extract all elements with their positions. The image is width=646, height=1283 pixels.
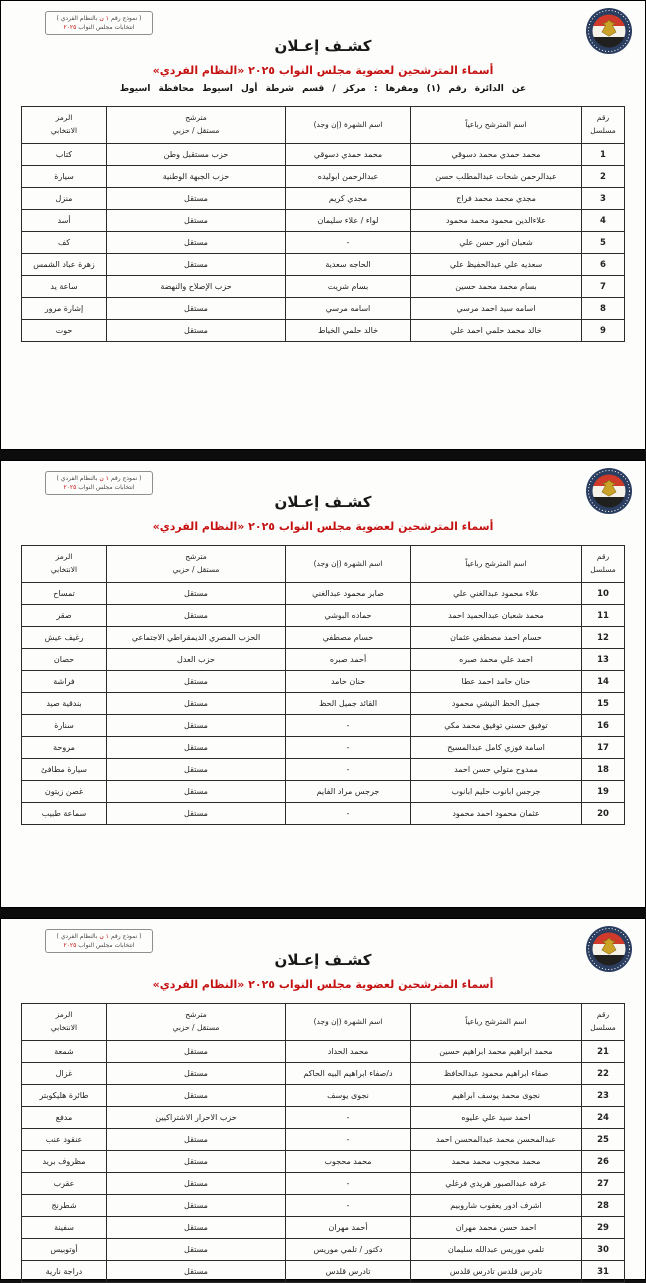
- candidate-party: مستقل: [107, 715, 286, 737]
- candidate-symbol: ساعة يد: [22, 276, 107, 298]
- candidate-serial: 12: [582, 627, 625, 649]
- candidate-shahra: حنان حامد: [286, 671, 411, 693]
- candidate-serial: 8: [582, 298, 625, 320]
- col-header-name: اسم المترشح رباعياً: [411, 1004, 582, 1041]
- col-header-symbol: الرمز الانتخابي: [22, 546, 107, 583]
- candidate-shahra: -: [286, 1195, 411, 1217]
- candidate-symbol: أسد: [22, 210, 107, 232]
- candidate-row: [22, 1151, 625, 1173]
- candidate-row: [22, 1217, 625, 1239]
- candidate-serial: 23: [582, 1085, 625, 1107]
- candidate-name: صفاء ابراهيم محمود عبدالحافظ: [411, 1063, 582, 1085]
- candidate-name: اشرف ادور يعقوب شاروبيم: [411, 1195, 582, 1217]
- candidate-name: بسام محمد محمد حسين: [411, 276, 582, 298]
- candidate-shahra: تادرس قلدس: [286, 1261, 411, 1283]
- candidate-party: حزب مستقبل وطن: [107, 144, 286, 166]
- candidate-party: الحزب المصري الديمقراطي الاجتماعي: [107, 627, 286, 649]
- candidate-symbol: سيارة: [22, 166, 107, 188]
- candidate-party: مستقل: [107, 759, 286, 781]
- candidate-name: عرفه عبدالصبور هريدي فرغلي: [411, 1173, 582, 1195]
- col-header-party: مترشح مستقل / حزبي: [107, 546, 286, 583]
- candidate-shahra: محمد الحداد: [286, 1041, 411, 1063]
- announcement-page-3: [0, 918, 646, 1280]
- candidate-name: اسامة فوزي كامل عبدالمسيح: [411, 737, 582, 759]
- col-header-symbol: الرمز الانتخابي: [22, 107, 107, 144]
- candidate-serial: 24: [582, 1107, 625, 1129]
- candidate-row: [22, 781, 625, 803]
- candidate-shahra: خالد حلمي الخياط: [286, 320, 411, 342]
- page-gap: [0, 450, 646, 460]
- candidate-shahra: القائد جميل الحظ: [286, 693, 411, 715]
- candidate-name: تادرس قلدس تادرس قلدس: [411, 1261, 582, 1283]
- candidate-serial: 9: [582, 320, 625, 342]
- candidate-serial: 10: [582, 583, 625, 605]
- candidate-name: اسامه سيد احمد مرسي: [411, 298, 582, 320]
- district-line: عن الدائرة رقم (١) ومقرها : مركز / قسم شرطة أول اسيوط محافظة اسيوط: [119, 84, 527, 94]
- candidate-party: مستقل: [107, 1195, 286, 1217]
- candidate-name: خالد محمد حلمي احمد علي: [411, 320, 582, 342]
- candidate-row: [22, 254, 625, 276]
- candidate-shahra: أحمد مهران: [286, 1217, 411, 1239]
- candidate-row: [22, 671, 625, 693]
- col-header-party: مترشح مستقل / حزبي: [107, 1004, 286, 1041]
- candidate-party: مستقل: [107, 671, 286, 693]
- candidate-name: تلمي موريس عبدالله سليمان: [411, 1239, 582, 1261]
- candidate-name: نجوى محمد يوسف ابراهيم: [411, 1085, 582, 1107]
- table-header-row: [22, 1004, 625, 1041]
- page-subtitle: أسماء المترشحين لعضوية مجلس النواب ٢٠٢٥ «النظام الفردي»: [152, 978, 494, 991]
- candidate-name: احمد سيد علي عليوه: [411, 1107, 582, 1129]
- candidate-name: عثمان محمود احمد محمود: [411, 803, 582, 825]
- col-header-name: اسم المترشح رباعياً: [411, 107, 582, 144]
- candidate-symbol: إشارة مرور: [22, 298, 107, 320]
- candidate-shahra: -: [286, 803, 411, 825]
- candidate-symbol: كف: [22, 232, 107, 254]
- col-header-serial: رقم مسلسل: [582, 546, 625, 583]
- candidate-name: جميل الحظ النيشي محمود: [411, 693, 582, 715]
- candidate-serial: 7: [582, 276, 625, 298]
- candidate-name: احمد حسن محمد مهران: [411, 1217, 582, 1239]
- candidate-serial: 22: [582, 1063, 625, 1085]
- candidate-serial: 21: [582, 1041, 625, 1063]
- candidate-row: [22, 1239, 625, 1261]
- candidate-party: مستقل: [107, 320, 286, 342]
- candidate-party: مستقل: [107, 1217, 286, 1239]
- candidate-symbol: تمساح: [22, 583, 107, 605]
- candidate-serial: 16: [582, 715, 625, 737]
- candidate-row: [22, 298, 625, 320]
- candidate-shahra: بسام شريت: [286, 276, 411, 298]
- form-box-line2: انتخابات مجلس النواب ٢٠٢٥: [63, 484, 135, 491]
- candidate-shahra: أحمد صبره: [286, 649, 411, 671]
- candidate-shahra: حماده البوشي: [286, 605, 411, 627]
- candidate-serial: 27: [582, 1173, 625, 1195]
- candidate-name: علاء محمود عبدالغني علي: [411, 583, 582, 605]
- candidate-party: مستقل: [107, 1151, 286, 1173]
- page-title: كشـف إعـلان: [274, 493, 372, 511]
- form-box-line2: انتخابات مجلس النواب ٢٠٢٥: [63, 942, 135, 949]
- form-box-line1: ( نموذج رقم ١ ن بالنظام الفردي ): [56, 15, 142, 22]
- candidate-shahra: محمد محجوب: [286, 1151, 411, 1173]
- candidate-shahra: الحاجه سعدية: [286, 254, 411, 276]
- candidate-symbol: أوتوبيس: [22, 1239, 107, 1261]
- candidate-serial: 3: [582, 188, 625, 210]
- candidate-row: [22, 144, 625, 166]
- announcement-page-1: [0, 0, 646, 450]
- candidate-party: مستقل: [107, 1129, 286, 1151]
- candidate-shahra: دكتور / تلمي موريس: [286, 1239, 411, 1261]
- candidate-symbol: مظروف بريد: [22, 1151, 107, 1173]
- candidates-table-1: [21, 106, 625, 342]
- candidate-party: حزب الإصلاح والنهضة: [107, 276, 286, 298]
- candidate-symbol: صقر: [22, 605, 107, 627]
- candidate-shahra: اسامه مرسي: [286, 298, 411, 320]
- candidate-serial: 13: [582, 649, 625, 671]
- candidate-row: [22, 803, 625, 825]
- table-header-row: [22, 546, 625, 583]
- candidate-shahra: محمد حمدي دسوقي: [286, 144, 411, 166]
- candidate-serial: 28: [582, 1195, 625, 1217]
- candidate-symbol: مدفع: [22, 1107, 107, 1129]
- candidate-name: حنان حامد احمد عطا: [411, 671, 582, 693]
- candidate-symbol: سماعة طبيب: [22, 803, 107, 825]
- candidate-serial: 17: [582, 737, 625, 759]
- candidate-row: [22, 188, 625, 210]
- candidate-symbol: كتاب: [22, 144, 107, 166]
- candidate-serial: 15: [582, 693, 625, 715]
- candidate-party: مستقل: [107, 693, 286, 715]
- candidate-row: [22, 232, 625, 254]
- candidate-party: مستقل: [107, 188, 286, 210]
- candidate-party: مستقل: [107, 210, 286, 232]
- candidate-row: [22, 715, 625, 737]
- col-header-shahra: اسم الشهرة (إن وجد): [286, 1004, 411, 1041]
- announcement-page-2: [0, 460, 646, 908]
- candidate-name: عبدالرحمن شحات عبدالمطلب حسن: [411, 166, 582, 188]
- candidate-symbol: شمعة: [22, 1041, 107, 1063]
- candidate-name: محمد ابراهيم محمد ابراهيم حسين: [411, 1041, 582, 1063]
- page-subtitle: أسماء المترشحين لعضوية مجلس النواب ٢٠٢٥ «النظام الفردي»: [152, 520, 494, 533]
- col-header-serial: رقم مسلسل: [582, 107, 625, 144]
- candidate-shahra: لواء / علاء سليمان: [286, 210, 411, 232]
- candidate-party: مستقل: [107, 1239, 286, 1261]
- candidate-row: [22, 1063, 625, 1085]
- national-elections-authority-logo-icon: [585, 467, 633, 515]
- candidate-shahra: جرجس مراد الفايم: [286, 781, 411, 803]
- candidate-symbol: عنقود عنب: [22, 1129, 107, 1151]
- table-header-row: [22, 107, 625, 144]
- candidate-row: [22, 1085, 625, 1107]
- candidate-shahra: مجدي كريم: [286, 188, 411, 210]
- candidate-party: حزب العدل: [107, 649, 286, 671]
- candidate-name: محمد شعبان عبدالحميد احمد: [411, 605, 582, 627]
- candidate-party: مستقل: [107, 1261, 286, 1283]
- candidate-serial: 1: [582, 144, 625, 166]
- candidate-symbol: بندقية صيد: [22, 693, 107, 715]
- candidate-party: مستقل: [107, 1063, 286, 1085]
- candidate-row: [22, 759, 625, 781]
- candidate-serial: 31: [582, 1261, 625, 1283]
- candidate-symbol: سفينة: [22, 1217, 107, 1239]
- candidate-shahra: نجوى يوسف: [286, 1085, 411, 1107]
- candidate-name: محمد حمدي محمد دسوقي: [411, 144, 582, 166]
- candidate-shahra: -: [286, 1129, 411, 1151]
- col-header-serial: رقم مسلسل: [582, 1004, 625, 1041]
- page-title: كشـف إعـلان: [274, 951, 372, 969]
- form-box-line1: ( نموذج رقم ١ ن بالنظام الفردي ): [56, 933, 142, 940]
- candidate-serial: 29: [582, 1217, 625, 1239]
- candidate-shahra: -: [286, 232, 411, 254]
- candidate-serial: 20: [582, 803, 625, 825]
- candidate-row: [22, 737, 625, 759]
- candidate-symbol: عقرب: [22, 1173, 107, 1195]
- candidate-name: سعديه علي عبدالحفيظ علي: [411, 254, 582, 276]
- candidate-serial: 11: [582, 605, 625, 627]
- candidate-row: [22, 693, 625, 715]
- candidate-symbol: زهرة عباد الشمس: [22, 254, 107, 276]
- candidate-row: [22, 1195, 625, 1217]
- candidate-row: [22, 166, 625, 188]
- candidate-name: احمد علي محمد صبره: [411, 649, 582, 671]
- candidate-shahra: حسام مصطفي: [286, 627, 411, 649]
- candidate-symbol: طائرة هليكوبتر: [22, 1085, 107, 1107]
- col-header-shahra: اسم الشهرة (إن وجد): [286, 546, 411, 583]
- candidate-row: [22, 627, 625, 649]
- candidate-symbol: دراجة نارية: [22, 1261, 107, 1283]
- candidate-name: محمد محجوب محمد محمد: [411, 1151, 582, 1173]
- candidate-party: حزب الجبهة الوطنية: [107, 166, 286, 188]
- candidate-serial: 30: [582, 1239, 625, 1261]
- col-header-name: اسم المترشح رباعياً: [411, 546, 582, 583]
- candidate-serial: 14: [582, 671, 625, 693]
- candidate-symbol: مروحة: [22, 737, 107, 759]
- candidate-party: حزب الاحرار الاشتراكيين: [107, 1107, 286, 1129]
- candidate-row: [22, 605, 625, 627]
- candidate-party: مستقل: [107, 803, 286, 825]
- candidate-row: [22, 1107, 625, 1129]
- candidate-symbol: سنارة: [22, 715, 107, 737]
- candidate-shahra: صابر محمود عبدالغني: [286, 583, 411, 605]
- candidate-party: مستقل: [107, 254, 286, 276]
- candidate-name: شعبان انور حسن علي: [411, 232, 582, 254]
- candidate-shahra: عبدالرحمن ابوليده: [286, 166, 411, 188]
- candidate-serial: 25: [582, 1129, 625, 1151]
- form-number-box: [45, 471, 153, 495]
- form-number-box: [45, 11, 153, 35]
- col-header-shahra: اسم الشهرة (إن وجد): [286, 107, 411, 144]
- candidate-symbol: منزل: [22, 188, 107, 210]
- candidate-serial: 26: [582, 1151, 625, 1173]
- candidate-party: مستقل: [107, 298, 286, 320]
- candidate-symbol: فراشة: [22, 671, 107, 693]
- form-number-box: [45, 929, 153, 953]
- candidate-shahra: -: [286, 1173, 411, 1195]
- candidate-shahra: -: [286, 1107, 411, 1129]
- candidate-serial: 18: [582, 759, 625, 781]
- candidate-name: حسام احمد مصطفي عثمان: [411, 627, 582, 649]
- candidates-table-2: [21, 545, 625, 825]
- candidate-party: مستقل: [107, 583, 286, 605]
- candidate-party: مستقل: [107, 737, 286, 759]
- candidate-name: توفيق حسني توفيق محمد مكي: [411, 715, 582, 737]
- candidate-party: مستقل: [107, 605, 286, 627]
- candidates-table-3: [21, 1003, 625, 1283]
- page-subtitle: أسماء المترشحين لعضوية مجلس النواب ٢٠٢٥ «النظام الفردي»: [152, 64, 494, 77]
- national-elections-authority-logo-icon: [585, 925, 633, 973]
- candidate-row: [22, 210, 625, 232]
- page-gap: [0, 908, 646, 918]
- national-elections-authority-logo-icon: [585, 7, 633, 55]
- candidate-party: مستقل: [107, 232, 286, 254]
- candidate-symbol: حوت: [22, 320, 107, 342]
- candidate-name: عبدالمحسن محمد عبدالمحسن احمد: [411, 1129, 582, 1151]
- candidate-row: [22, 276, 625, 298]
- candidate-shahra: -: [286, 737, 411, 759]
- candidate-party: مستقل: [107, 781, 286, 803]
- candidate-symbol: حصان: [22, 649, 107, 671]
- candidate-party: مستقل: [107, 1085, 286, 1107]
- candidate-name: علاءالدين محمود محمد محمود: [411, 210, 582, 232]
- page-title: كشـف إعـلان: [274, 37, 372, 55]
- col-header-symbol: الرمز الانتخابي: [22, 1004, 107, 1041]
- candidate-name: جرجس ابانوب حليم ابانوب: [411, 781, 582, 803]
- candidate-symbol: سيارة مطافئ: [22, 759, 107, 781]
- candidate-row: [22, 583, 625, 605]
- candidate-party: مستقل: [107, 1173, 286, 1195]
- candidate-serial: 2: [582, 166, 625, 188]
- candidate-serial: 4: [582, 210, 625, 232]
- form-box-line1: ( نموذج رقم ١ ن بالنظام الفردي ): [56, 475, 142, 482]
- candidate-name: مجدي محمد محمد فراج: [411, 188, 582, 210]
- candidate-name: ممدوح متولي حسن احمد: [411, 759, 582, 781]
- candidate-symbol: غصن زيتون: [22, 781, 107, 803]
- candidate-serial: 19: [582, 781, 625, 803]
- candidate-row: [22, 1041, 625, 1063]
- candidate-row: [22, 1261, 625, 1283]
- candidate-serial: 6: [582, 254, 625, 276]
- candidate-shahra: د/صفاء ابراهيم البيه الحاكم: [286, 1063, 411, 1085]
- candidate-row: [22, 1173, 625, 1195]
- candidate-symbol: شطرنج: [22, 1195, 107, 1217]
- candidate-row: [22, 649, 625, 671]
- candidate-symbol: رغيف عيش: [22, 627, 107, 649]
- candidate-party: مستقل: [107, 1041, 286, 1063]
- form-box-line2: انتخابات مجلس النواب ٢٠٢٥: [63, 24, 135, 31]
- candidate-row: [22, 1129, 625, 1151]
- candidate-shahra: -: [286, 759, 411, 781]
- col-header-party: مترشح مستقل / حزبي: [107, 107, 286, 144]
- candidate-row: [22, 320, 625, 342]
- candidate-serial: 5: [582, 232, 625, 254]
- candidate-shahra: -: [286, 715, 411, 737]
- candidate-symbol: غزال: [22, 1063, 107, 1085]
